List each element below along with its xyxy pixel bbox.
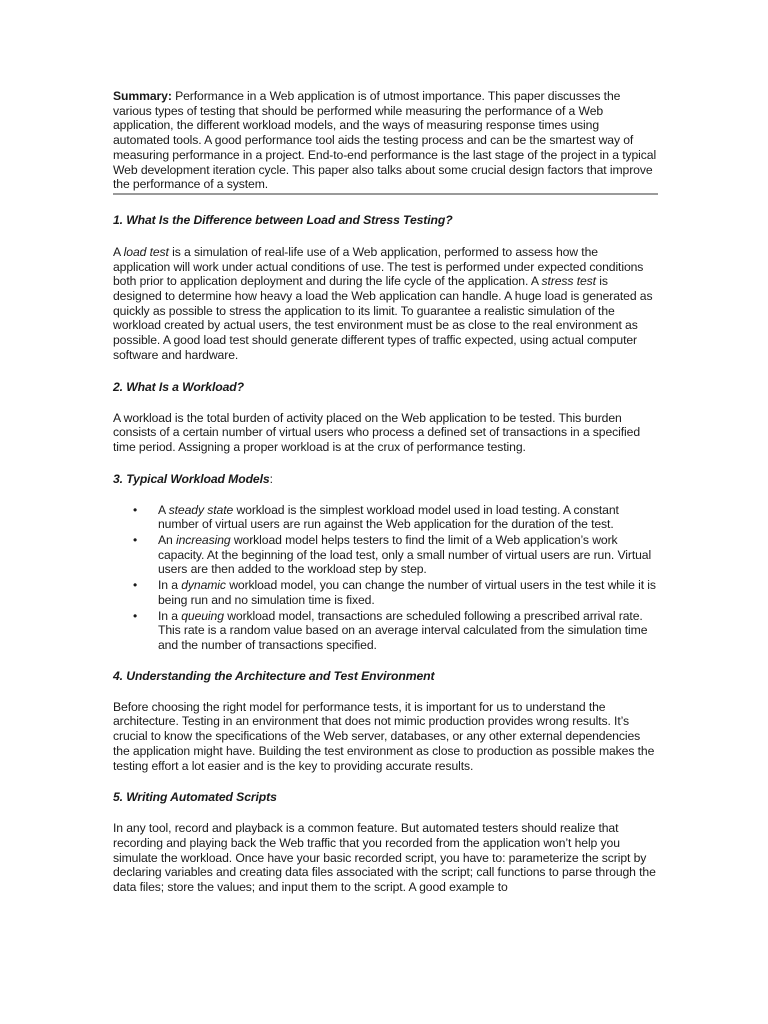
list-item — [113, 533, 658, 577]
model-term: increasing — [176, 533, 231, 548]
list-item — [113, 503, 658, 532]
summary-paragraph — [113, 89, 658, 195]
list-item — [113, 609, 658, 653]
list-item — [113, 578, 658, 607]
bullet-icon: • — [133, 578, 138, 593]
load-test-term: load test — [123, 244, 169, 259]
section-4-paragraph: Before choosing the right model for performance tests, it is important for us to understand the architecture. Testing in an environment that does not mimic production provides wrong results. It’s crucial to know the specifications of the Web server, databases, or any other external dependencies the application might have. Building the test environment as close to production as possible makes the testing effort a lot easier and is the key to providing accurate results. — [113, 699, 655, 773]
item-text: In a — [158, 608, 182, 623]
section-3-heading-colon: : — [269, 471, 273, 486]
section-1-text-c: is designed to determine how heavy a load the Web application can handle. A huge load is generated as quickly as possible to stress the application to its limit. To guarantee a realistic simulation of the workload created by actual users, the test environment must be as close to the real environment as possible. A good load test should generate different types of traffic expected, using actual computer software and hardware. — [113, 274, 653, 362]
section-4-heading: 4. Understanding the Architecture and Test Environment — [113, 668, 435, 683]
section-1-heading: 1. What Is the Difference between Load and Stress Testing? — [113, 212, 453, 227]
item-text: An — [158, 533, 176, 548]
item-text: A — [158, 502, 169, 517]
stress-test-term: stress test — [541, 274, 596, 289]
bullet-icon: • — [133, 502, 138, 517]
section-2-heading: 2. What Is a Workload? — [113, 379, 244, 394]
item-text: workload is the simplest workload model used in load testing. A constant number of virtual users are run against the Web application for the duration of the test. — [158, 502, 619, 532]
item-text: workload model helps testers to find the limit of a Web application’s work capacity. At the beginning of the load test, only a small number of virtual users are run. Virtual users are then added to the workload step by step. — [158, 533, 652, 577]
summary-text: Performance in a Web application is of utmost importance. This paper discusses the various types of testing that should be performed while measuring the performance of a Web application, the different workload models, and the ways of measuring response times using automated tools. A good performance tool aids the testing process and can be the smartest way of measuring performance in a project. End-to-end performance is the last stage of the project in a typical Web development iteration cycle. This paper also talks about some crucial design factors that improve the performance of a system. — [113, 89, 657, 192]
summary-label: Summary: — [113, 89, 172, 103]
section-3-heading-text: 3. Typical Workload Models — [113, 471, 270, 486]
item-text: In a — [158, 578, 182, 593]
section-2-paragraph: A workload is the total burden of activity placed on the Web application to be tested. This burden consists of a certain number of virtual users who process a defined set of transactions in a specified time period. Assigning a proper workload is at the crux of performance testing. — [113, 410, 641, 454]
item-text: workload model, you can change the number of virtual users in the test while it is being run and no simulation time is fixed. — [158, 578, 656, 607]
section-1-text-a: A — [113, 244, 124, 259]
model-term: steady state — [168, 502, 234, 517]
section-5-heading: 5. Writing Automated Scripts — [113, 790, 277, 805]
model-term: queuing — [181, 608, 224, 623]
section-1-paragraph — [113, 245, 658, 363]
bullet-icon: • — [133, 533, 138, 548]
model-term: dynamic — [181, 578, 226, 593]
section-5-paragraph: In any tool, record and playback is a common feature. But automated testers should realize that recording and playing back the Web traffic that you recorded from the application won’t help you simulate the workload. Once have your basic recorded script, you have to: parameterize the script by declaring variables and creating data files associated with the script; call functions to parse through the data files; store the values; and input them to the script. A good example to — [113, 821, 656, 895]
section-3-heading — [113, 472, 658, 487]
document-page — [113, 89, 658, 895]
bullet-icon: • — [133, 608, 138, 623]
section-1-text-b: is a simulation of real-life use of a Web application, performed to assess how the application will work under actual conditions of use. The test is performed under expected conditions both prior to application deployment and during the life cycle of the application. A — [113, 244, 644, 289]
workload-models-list — [113, 503, 658, 653]
item-text: workload model, transactions are scheduled following a prescribed arrival rate. This rate is a random value based on an average interval calculated from the simulation time and the number of transactions specified. — [158, 608, 648, 652]
